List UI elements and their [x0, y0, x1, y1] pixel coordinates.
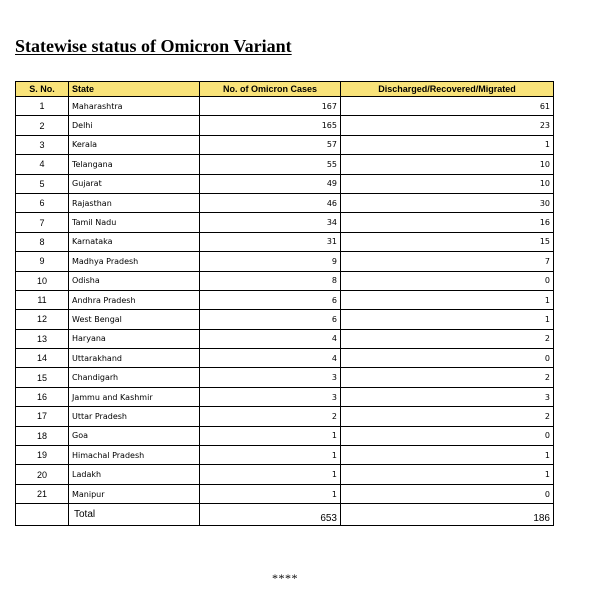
header-state: State — [69, 82, 200, 97]
cell-serial-number: 1 — [16, 97, 69, 116]
table-body — [16, 97, 554, 504]
cell-discharged: 2 — [341, 407, 554, 426]
cell-serial-number: 12 — [16, 310, 69, 329]
cell-omicron-cases: 167 — [200, 97, 341, 116]
total-row — [16, 504, 554, 526]
table-row — [16, 407, 554, 426]
cell-state: West Bengal — [69, 310, 200, 329]
table-row — [16, 213, 554, 232]
total-cases: 653 — [200, 504, 341, 526]
table-row — [16, 155, 554, 174]
cell-discharged: 3 — [341, 387, 554, 406]
header-serial-number: S. No. — [16, 82, 69, 97]
cell-omicron-cases: 1 — [200, 446, 341, 465]
cell-omicron-cases: 6 — [200, 310, 341, 329]
cell-state: Ladakh — [69, 465, 200, 484]
cell-discharged: 1 — [341, 310, 554, 329]
cell-serial-number: 16 — [16, 387, 69, 406]
cell-discharged: 2 — [341, 329, 554, 348]
table-row — [16, 329, 554, 348]
cell-omicron-cases: 3 — [200, 368, 341, 387]
cell-serial-number: 14 — [16, 349, 69, 368]
cell-discharged: 0 — [341, 271, 554, 290]
cell-discharged: 1 — [341, 446, 554, 465]
cell-serial-number: 9 — [16, 252, 69, 271]
document-title: Statewise status of Omicron Variant — [15, 36, 292, 56]
cell-serial-number: 19 — [16, 446, 69, 465]
cell-discharged: 0 — [341, 426, 554, 445]
cell-omicron-cases: 2 — [200, 407, 341, 426]
table-row — [16, 232, 554, 251]
cell-serial-number: 18 — [16, 426, 69, 445]
cell-discharged: 2 — [341, 368, 554, 387]
cell-state: Karnataka — [69, 232, 200, 251]
table-row — [16, 174, 554, 193]
cell-discharged: 0 — [341, 349, 554, 368]
cell-state: Goa — [69, 426, 200, 445]
cell-serial-number: 20 — [16, 465, 69, 484]
cell-discharged: 1 — [341, 135, 554, 154]
cell-serial-number: 17 — [16, 407, 69, 426]
table-row — [16, 465, 554, 484]
end-of-document-mark: **** — [272, 571, 298, 585]
cell-omicron-cases: 165 — [200, 116, 341, 135]
cell-state: Manipur — [69, 484, 200, 503]
cell-serial-number: 4 — [16, 155, 69, 174]
cell-omicron-cases: 9 — [200, 252, 341, 271]
table-row — [16, 349, 554, 368]
total-label: Total — [69, 504, 200, 526]
cell-state: Rajasthan — [69, 193, 200, 212]
cell-state: Telangana — [69, 155, 200, 174]
table-row — [16, 368, 554, 387]
total-discharged: 186 — [341, 504, 554, 526]
cell-state: Jammu and Kashmir — [69, 387, 200, 406]
cell-state: Delhi — [69, 116, 200, 135]
table-row — [16, 426, 554, 445]
cell-discharged: 61 — [341, 97, 554, 116]
cell-state: Haryana — [69, 329, 200, 348]
cell-omicron-cases: 57 — [200, 135, 341, 154]
cell-discharged: 30 — [341, 193, 554, 212]
cell-serial-number: 6 — [16, 193, 69, 212]
cell-omicron-cases: 55 — [200, 155, 341, 174]
table-row — [16, 484, 554, 503]
cell-serial-number: 21 — [16, 484, 69, 503]
cell-serial-number: 11 — [16, 290, 69, 309]
table-row — [16, 252, 554, 271]
omicron-status-table — [15, 81, 554, 526]
table-row — [16, 387, 554, 406]
header-omicron-cases: No. of Omicron Cases — [200, 82, 341, 97]
cell-serial-number: 8 — [16, 232, 69, 251]
cell-omicron-cases: 3 — [200, 387, 341, 406]
cell-discharged: 1 — [341, 465, 554, 484]
cell-omicron-cases: 1 — [200, 426, 341, 445]
cell-serial-number: 7 — [16, 213, 69, 232]
cell-discharged: 23 — [341, 116, 554, 135]
cell-state: Odisha — [69, 271, 200, 290]
cell-state: Himachal Pradesh — [69, 446, 200, 465]
table-row — [16, 310, 554, 329]
table-row — [16, 290, 554, 309]
cell-discharged: 7 — [341, 252, 554, 271]
cell-serial-number: 13 — [16, 329, 69, 348]
cell-discharged: 16 — [341, 213, 554, 232]
header-discharged: Discharged/Recovered/Migrated — [341, 82, 554, 97]
cell-serial-number: 5 — [16, 174, 69, 193]
cell-state: Uttarakhand — [69, 349, 200, 368]
cell-omicron-cases: 4 — [200, 349, 341, 368]
cell-discharged: 10 — [341, 174, 554, 193]
cell-state: Maharashtra — [69, 97, 200, 116]
cell-state: Chandigarh — [69, 368, 200, 387]
table-row — [16, 446, 554, 465]
cell-serial-number: 3 — [16, 135, 69, 154]
cell-omicron-cases: 46 — [200, 193, 341, 212]
cell-state: Andhra Pradesh — [69, 290, 200, 309]
cell-omicron-cases: 49 — [200, 174, 341, 193]
cell-discharged: 1 — [341, 290, 554, 309]
cell-omicron-cases: 31 — [200, 232, 341, 251]
table-row — [16, 116, 554, 135]
cell-discharged: 15 — [341, 232, 554, 251]
table-row — [16, 271, 554, 290]
cell-omicron-cases: 34 — [200, 213, 341, 232]
cell-discharged: 10 — [341, 155, 554, 174]
cell-omicron-cases: 8 — [200, 271, 341, 290]
cell-state: Uttar Pradesh — [69, 407, 200, 426]
cell-omicron-cases: 1 — [200, 484, 341, 503]
table-header-row — [16, 82, 554, 97]
cell-state: Gujarat — [69, 174, 200, 193]
table-row — [16, 97, 554, 116]
cell-omicron-cases: 4 — [200, 329, 341, 348]
cell-omicron-cases: 1 — [200, 465, 341, 484]
table-row — [16, 193, 554, 212]
cell-serial-number: 2 — [16, 116, 69, 135]
cell-omicron-cases: 6 — [200, 290, 341, 309]
cell-serial-number: 15 — [16, 368, 69, 387]
cell-state: Madhya Pradesh — [69, 252, 200, 271]
cell-serial-number: 10 — [16, 271, 69, 290]
cell-state: Kerala — [69, 135, 200, 154]
cell-state: Tamil Nadu — [69, 213, 200, 232]
table-row — [16, 135, 554, 154]
total-serial-cell — [16, 504, 69, 526]
cell-discharged: 0 — [341, 484, 554, 503]
